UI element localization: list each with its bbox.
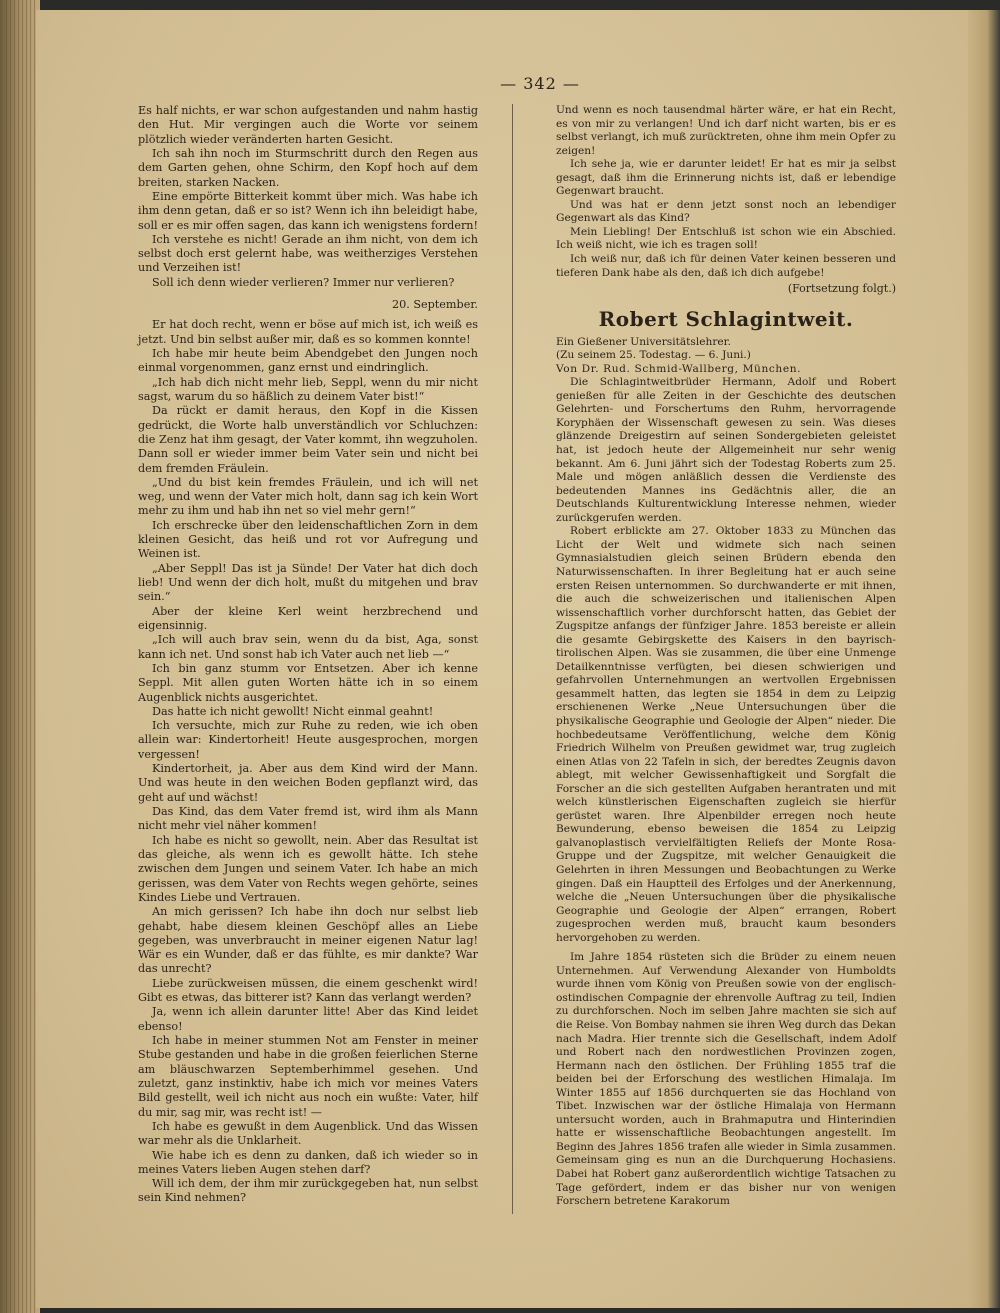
paragraph: Im Jahre 1854 rüsteten sich die Brüder zu einem neuen Unternehmen. Auf Verwendung Alexander von Humboldts wurde ihnen vom König von Preußen sowie von der englisch-ostindischen Compagnie der ehrenvolle Auftrag zu teil, Indien zu durchforschen. Noch im selben Jahre machten sie sich auf die Reise. Von Bombay nahmen sie ihren Weg durch das Dekan nach Madra. Hier trennte sich die Gesellschaft, indem Adolf und Robert nach den nordwestlichen Provinzen zogen, Hermann nach den östlichen. Der Frühling 1855 traf die beiden bei der Erforschung des westlichen Himalaja. Im Winter 1855 auf 1856 durchquerten sie das Hochland von Tibet. Inzwischen war der östliche Himalaja von Hermann untersucht worden, auch in Brahmaputra und Hinterindien hatte er wissenschaftliche Beobachtungen angestellt. Im Beginn des Jahres 1856 trafen alle wieder in Simla zusammen. Gemeinsam ging es nun an die Durchquerung Hochasiens. Dabei hat Robert ganz außerordentlich wichtige Tatsachen zu Tage gefördert, indem er das bisher nur von wenigen Forschern betretene Karakorum bbox=[556, 951, 896, 1208]
paragraph: Mein Liebling! Der Entschluß ist schon wie ein Abschied. Ich weiß nicht, wie ich es tragen soll! bbox=[556, 225, 896, 252]
paragraph: Ich versuchte, mich zur Ruhe zu reden, wie ich oben allein war: Kindertorheit! Heute ausgesprochen, morgen vergessen! bbox=[138, 719, 478, 761]
paragraph: Das Kind, das dem Vater fremd ist, wird ihm als Mann nicht mehr viel näher kommen! bbox=[138, 805, 478, 833]
paragraph: Er hat doch recht, wenn er böse auf mich ist, ich weiß es jetzt. Und bin selbst außer mir, daß es so kommen konnte! bbox=[138, 318, 478, 346]
paragraph: Kindertorheit, ja. Aber aus dem Kind wird der Mann. Und was heute in den weichen Boden gepflanzt wird, das geht auf und wächst! bbox=[138, 762, 478, 804]
paragraph: Die Schlagintweitbrüder Hermann, Adolf und Robert genießen für alle Zeiten in der Geschichte des deutschen Gelehrten- und Forschertums den Ruhm, hervorragende Koryphäen der Wissenschaft gewesen zu sein. Was dieses glänzende Dreigestirn auf seinen Sondergebieten geleistet hat, ist jedoch heute der Allgemeinheit nur sehr wenig bekannt. Am 6. Juni jährt sich der Todestag Roberts zum 25. Male und mögen anläßlich dessen die Verdienste des bedeutenden Mannes ins Gedächtnis aller, die an Deutschlands Kulturentwicklung Interesse nehmen, wieder zurückgerufen werden. bbox=[556, 376, 896, 524]
paragraph: Ich habe es gewußt in dem Augenblick. Und das Wissen war mehr als die Unklarheit. bbox=[138, 1119, 478, 1148]
paragraph: Ich weiß nur, daß ich für deinen Vater keinen besseren und tieferen Dank habe als den, daß ich dich aufgebe! bbox=[556, 253, 896, 279]
paragraph: Soll ich denn wieder verlieren? Immer nur verlieren? bbox=[152, 275, 455, 289]
paragraph: „Und du bist kein fremdes Fräulein, und ich will net weg, und wenn der Vater mich holt, dann sag ich kein Wort mehr zu ihm und hab ihn net so viel mehr gern!“ bbox=[138, 475, 478, 518]
paragraph: Ich verstehe es nicht! Gerade an ihm nicht, von dem ich selbst doch erst gelernt habe, was weitherziges Verstehen und Verzeihen ist! bbox=[138, 232, 478, 275]
right-paragraphs-a bbox=[556, 104, 896, 280]
paragraph: An mich gerissen? Ich habe ihn doch nur selbst lieb gehabt, habe diesem kleinen Geschöpf alles an Liebe gegeben, was unverbraucht in meiner eigenen Natur lag! Wär es ein Wunder, daß er das fühlte, es mir dankte? War das unrecht? bbox=[138, 905, 478, 976]
paragraph: Wie habe ich es denn zu danken, daß ich wieder so in meines Vaters lieben Augen stehen darf? bbox=[138, 1148, 478, 1176]
article-occasion: (Zu seinem 25. Todestag. — 6. Juni.) bbox=[556, 349, 751, 362]
paragraph: Da rückt er damit heraus, den Kopf in die Kissen gedrückt, die Worte halb unverständlich vor Schluchzen: die Zenz hat ihm gesagt, der Vater kommt, ihn wegzuholen. Dann soll er wieder immer beim Vater sein und nicht bei dem fremden Fräulein. bbox=[138, 404, 478, 475]
article-subtitle: Ein Gießener Universitätslehrer. bbox=[556, 335, 731, 348]
paragraph: Aber der kleine Kerl weint herzbrechend und eigensinnig. bbox=[138, 604, 478, 632]
paragraph: Ich habe es nicht so gewollt, nein. Aber das Resultat ist das gleiche, als wenn ich es gewollt hätte. Ich stehe zwischen dem Jungen und seinem Vater. Ich habe an mich gerissen, was dem Vater von Rechts wegen gehörte, seines Kindes Liebe und Vertrauen. bbox=[138, 833, 478, 904]
page-number: — 342 — bbox=[500, 74, 580, 93]
paragraph: Liebe zurückweisen müssen, die einem geschenkt wird! Gibt es etwas, das bitterer ist? Kann das verlangt werden? bbox=[138, 976, 478, 1005]
paragraph: „Ich will auch brav sein, wenn du da bist, Aga, sonst kann ich net. Und sonst hab ich Vater auch net lieb —“ bbox=[138, 633, 478, 661]
paragraph: Ich erschrecke über den leidenschaftlichen Zorn in dem kleinen Gesicht, das heiß und rot vor Aufregung und Weinen ist. bbox=[138, 518, 478, 561]
paragraph: Und was hat er denn jetzt sonst noch an lebendiger Gegenwart als das Kind? bbox=[556, 198, 896, 225]
paragraph: Ja, wenn ich allein darunter litte! Aber das Kind leidet ebenso! bbox=[138, 1005, 478, 1033]
continuation-note: (Fortsetzung folgt.) bbox=[787, 282, 896, 296]
paragraph: Ich habe in meiner stummen Not am Fenster in meiner Stube gestanden und habe in die großen feierlichen Sterne am bläuschwarzen Septemberhimmel gesehen. Und zuletzt, ganz instinktiv, habe ich mich vor meines Vaters Bild gestellt, weil ich nicht aus noch ein wußte: Vater, hilf du mir, sag mir, was recht ist! — bbox=[138, 1034, 478, 1119]
article-body bbox=[556, 376, 896, 1208]
paragraph: Will ich dem, der ihm mir zurückgegeben hat, nun selbst sein Kind nehmen? bbox=[138, 1177, 478, 1205]
paragraph: Ich sehe ja, wie er darunter leidet! Er hat es mir ja selbst gesagt, daß ihm die Erinnerung nichts ist, daß er lebendige Gegenwart braucht. bbox=[556, 158, 896, 198]
right-page-edge bbox=[968, 10, 1000, 1308]
paragraph: „Ich hab dich nicht mehr lieb, Seppl, wenn du mir nicht sagst, warum du so häßlich zu deinem Vater bist!“ bbox=[138, 375, 478, 403]
diary-date: 20. September. bbox=[392, 298, 478, 312]
paragraph: Ich sah ihn noch im Sturmschritt durch den Regen aus dem Garten gehen, ohne Schirm, den Kopf hoch auf dem breiten, starken Nacken. bbox=[138, 146, 478, 189]
paragraph: Das hatte ich nicht gewollt! Nicht einmal geahnt! bbox=[152, 704, 434, 718]
paragraph: Ich habe mir heute beim Abendgebet den Jungen noch einmal vorgenommen, ganz ernst und eindringlich. bbox=[138, 347, 478, 375]
paragraph: „Aber Seppl! Das ist ja Sünde! Der Vater hat dich doch lieb! Und wenn der dich holt, mußt du mitgehen und brav sein.“ bbox=[138, 561, 478, 604]
left-paragraphs-b bbox=[138, 318, 478, 1205]
paragraph: Es half nichts, er war schon aufgestanden und nahm hastig den Hut. Mir vergingen auch die Worte vor seinem plötzlich wieder veränderten harten Gesicht. bbox=[138, 104, 478, 146]
column-divider bbox=[512, 104, 513, 1214]
article-byline: Von Dr. Rud. Schmid-Wallberg, München. bbox=[556, 362, 802, 375]
paragraph: Ich bin ganz stumm vor Entsetzen. Aber ich kenne Seppl. Mit allen guten Worten hätte ich in so einem Augenblick nichts ausgerichtet. bbox=[138, 661, 478, 704]
spine-page-edges bbox=[6, 0, 36, 1313]
left-column bbox=[138, 104, 478, 1206]
article-headline: Robert Schlagintweit. bbox=[598, 306, 854, 331]
left-paragraphs-a bbox=[138, 104, 478, 290]
paragraph: Eine empörte Bitterkeit kommt über mich. Was habe ich ihm denn getan, daß er so ist? Wenn ich ihn beleidigt habe, soll er es mir offen sagen, das kann ich wenigstens fordern! bbox=[138, 189, 479, 232]
paragraph: Und wenn es noch tausendmal härter wäre, er hat ein Recht, es von mir zu verlangen! Und ich darf nicht warten, bis er es selbst verlangt, ich muß zurücktreten, ohne ihm mein Opfer zu zeigen! bbox=[556, 104, 896, 157]
right-column bbox=[556, 104, 896, 1209]
paragraph: Robert erblickte am 27. Oktober 1833 zu München das Licht der Welt und widmete sich nach seinen Gymnasialstudien gleich seinen Brüdern ebenda den Naturwissenschaften. In ihrer Begleitung hat er auch seine ersten Reisen unternommen. So durchwanderte er mit ihnen, die auch die schweizerischen und italienischen Alpen wissenschaftlich vorher durchforscht hatten, das Gebiet der Zugspitze anfangs der fünfziger Jahre. 1853 bereiste er allein die gesamte Gebirgskette des Kaisers in den bayrisch-tirolischen Alpen. Was sie zusammen, die über eine Unmenge Detailkenntnisse verfügten, bei diesen schwierigen und gefahrvollen Unternehmungen an wertvollen Ergebnissen gesammelt hatten, das legten sie 1854 in dem zu Leipzig erschienenen Werke „Neue Untersuchungen über die physikalische Geographie und Geologie der Alpen“ nieder. Die hochbedeutsame Veröffentlichung, welche dem König Friedrich Wilhelm von Preußen gewidmet war, trug zugleich einen Atlas von 22 Tafeln in sich, der beredtes Zeugnis davon ablegt, mit welcher Gewissenhaftigkeit und Sorgfalt die Forscher an die sich gestellten Aufgaben herantraten und mit welch künstlerischen Eigenschaften zugleich sie hierfür gerüstet waren. Ihre Alpenbilder erregen noch heute Bewunderung, ebenso beweisen die 1854 zu Leipzig galvanoplastisch vervielfältigten Reliefs der Monte Rosa-Gruppe und der Zugspitze, mit welcher Genauigkeit die Gelehrten in ihren Messungen und Beobachtungen zu Werke gingen. Daß ein Hauptteil des Erfolges und der Anerkennung, welche die „Neuen Untersuchungen über die physikalische Geographie und Geologie der Alpen“ errangen, Robert zugesprochen werden muß, braucht kaum besonders hervorgehoben zu werden. bbox=[556, 525, 896, 944]
